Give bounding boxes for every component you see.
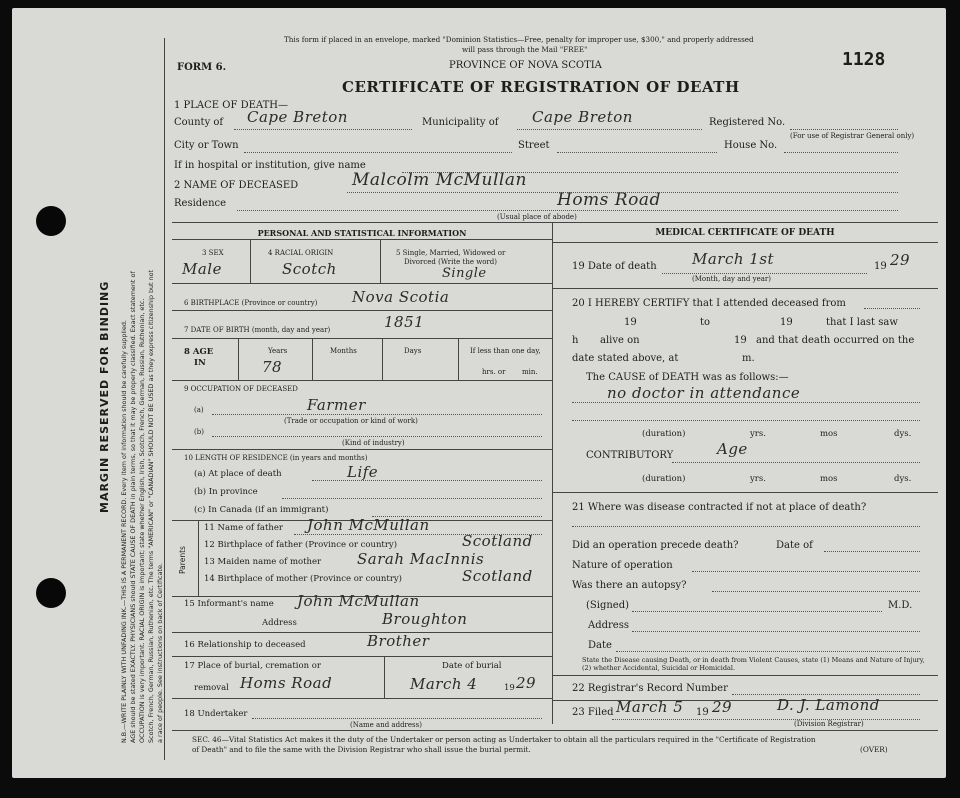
certificate-paper <box>12 8 946 778</box>
filed-label: 23 Filed <box>572 707 614 718</box>
mos-label: mos <box>820 429 838 439</box>
margin-instruction-line: N.B.—WRITE PLAINLY WITH UNFADING INK.—THIS IS A PERMANENT RECORD. Every item of information should be carefully supplied. <box>120 320 128 743</box>
contributory-label: CONTRIBUTORY <box>586 450 674 461</box>
residence-value: Homs Road <box>557 190 661 210</box>
mother-birthplace-value: Scotland <box>462 567 533 585</box>
death-year-prefix: 19 <box>874 261 887 272</box>
birthplace-value: Nova Scotia <box>352 288 450 306</box>
province-title: PROVINCE OF NOVA SCOTIA <box>449 60 602 71</box>
death-date-note: (Month, day and year) <box>692 275 771 283</box>
min-label: min. <box>522 368 538 376</box>
division-registrar-note: (Division Registrar) <box>794 720 864 728</box>
margin-instruction-line: Scotch, French, German, Russian, Ruthenian, etc. The terms "AMERICAN" or "CANADIAN" SHOULD NOT BE USED as they express citizenship but not <box>147 269 155 743</box>
date-stated-label: date stated above, at <box>572 353 679 364</box>
burial-label: 17 Place of burial, cremation or <box>184 661 321 671</box>
years-label: Years <box>268 347 288 355</box>
sex-value: Male <box>182 260 222 278</box>
birthplace-label: 6 BIRTHPLACE (Province or country) <box>184 299 318 307</box>
registered-label: Registered No. <box>709 117 786 128</box>
duration-label: (duration) <box>642 429 686 439</box>
operation-date-label: Date of <box>776 540 813 551</box>
parents-label: Parents <box>178 546 187 574</box>
city-label: City or Town <box>174 140 239 151</box>
burial-label-2: removal <box>194 683 229 693</box>
signed-label: (Signed) <box>586 600 630 611</box>
contracted-label: 21 Where was disease contracted if not at place of death? <box>572 502 867 513</box>
undertaker-note: (Name and address) <box>350 721 422 729</box>
footer-line-2: of Death" and to file the same with the Division Registrar who shall issue the burial permit. <box>192 745 531 754</box>
dob-value: 1851 <box>384 313 425 331</box>
binding-margin <box>12 8 170 778</box>
marital-value: Single <box>442 266 487 281</box>
marital-label: 5 Single, Married, Widowed or <box>396 249 506 257</box>
yrs-label: yrs. <box>750 429 766 439</box>
contributory-value: Age <box>717 440 748 458</box>
burial-value: Homs Road <box>240 674 333 692</box>
margin-instruction-line: OCCUPATION is very important. RACIAL ORIGIN is important; state whether English, Irish, Scotch, French, German, Russian, Ruthenian, etc. <box>138 298 146 743</box>
occupation-a-value: Farmer <box>307 396 366 414</box>
burial-year-prefix: 19 <box>504 683 515 693</box>
filed-value: March 5 <box>616 698 684 716</box>
hospital-label: If in hospital or institution, give name <box>174 160 366 171</box>
occupation-a-label: (a) <box>194 406 204 414</box>
relationship-value: Brother <box>367 632 430 650</box>
racial-label: 4 RACIAL ORIGIN <box>268 249 334 257</box>
burial-date-label: Date of burial <box>442 661 502 671</box>
punch-hole <box>36 578 66 608</box>
res-b-label: (b) In province <box>194 487 258 497</box>
attended-to: to <box>700 317 711 328</box>
last-saw-label: that I last saw <box>826 317 898 328</box>
county-value: Cape Breton <box>247 108 348 126</box>
over-label: (OVER) <box>860 745 888 754</box>
res-a-label: (a) At place of death <box>194 469 282 479</box>
dys-label-2: dys. <box>894 474 912 484</box>
occupation-b-label: (b) <box>194 428 204 436</box>
racial-value: Scotch <box>282 260 337 278</box>
registrar-signature: D. J. Lamond <box>777 696 880 714</box>
dob-label: 7 DATE OF BIRTH (month, day and year) <box>184 326 331 334</box>
form-number: FORM 6. <box>177 62 227 73</box>
yrs-label-2: yrs. <box>750 474 766 484</box>
residence-length-label: 10 LENGTH OF RESIDENCE (in years and months) <box>184 454 368 462</box>
days-label: Days <box>404 347 422 355</box>
death-date-label: 19 Date of death <box>572 261 657 272</box>
marital-label-2: Divorced (Write the word) <box>404 258 497 266</box>
residence-label: Residence <box>174 198 227 209</box>
operation-nature-label: Nature of operation <box>572 560 673 571</box>
mother-birthplace-label: 14 Birthplace of mother (Province or country) <box>204 574 402 584</box>
mother-label: 13 Maiden name of mother <box>204 557 322 567</box>
alive-year: 19 <box>734 335 747 346</box>
mos-label-2: mos <box>820 474 838 484</box>
mail-notice-2: will pass through the Mail "FREE" <box>462 45 588 54</box>
age-label: 8 AGE <box>184 347 214 357</box>
alive-on-label: alive on <box>600 335 640 346</box>
informant-value: John McMullan <box>297 592 420 610</box>
informant-label: 15 Informant's name <box>184 599 274 609</box>
municipality-value: Cape Breton <box>532 108 633 126</box>
filed-year-value: 29 <box>712 698 733 716</box>
municipality-label: Municipality of <box>422 117 499 128</box>
death-occurred-label: and that death occurred on the <box>756 335 915 346</box>
page-title: CERTIFICATE OF REGISTRATION OF DEATH <box>342 78 740 96</box>
street-label: Street <box>518 140 550 151</box>
informant-address-label: Address <box>262 618 297 628</box>
years-value: 78 <box>262 358 283 376</box>
county-label: County of <box>174 117 224 128</box>
personal-heading: PERSONAL AND STATISTICAL INFORMATION <box>257 228 467 238</box>
mail-notice: This form if placed in an envelope, marked "Dominion Statistics—Free, penalty for improper use, $300," and properly addressed <box>284 35 754 44</box>
duration-label-2: (duration) <box>642 474 686 484</box>
dys-label: dys. <box>894 429 912 439</box>
mother-value: Sarah MacInnis <box>357 550 485 568</box>
father-birthplace-label: 12 Birthplace of father (Province or country) <box>204 540 398 550</box>
medical-date-label: Date <box>588 640 612 651</box>
binding-divider <box>164 38 165 760</box>
place-heading: 1 PLACE OF DEATH— <box>174 100 288 111</box>
informant-address-value: Broughton <box>382 610 468 628</box>
autopsy-label: Was there an autopsy? <box>572 580 687 591</box>
residence-note: (Usual place of abode) <box>497 213 577 221</box>
months-label: Months <box>330 347 357 355</box>
father-birthplace-value: Scotland <box>462 532 533 550</box>
deceased-name-label: 2 NAME OF DECEASED <box>174 180 299 191</box>
margin-reserved-label: MARGIN RESERVED FOR BINDING <box>98 280 111 513</box>
date-stated-m: m. <box>742 353 755 364</box>
registrar-record-label: 22 Registrar's Record Number <box>572 683 728 694</box>
res-a-value: Life <box>347 463 379 481</box>
undertaker-label: 18 Undertaker <box>184 709 248 719</box>
attended-year-1: 19 <box>624 317 637 328</box>
medical-heading: MEDICAL CERTIFICATE OF DEATH <box>655 228 835 238</box>
occupation-label: 9 OCCUPATION OF DECEASED <box>184 385 298 393</box>
less-day-label: If less than one day, <box>470 347 541 355</box>
death-year-value: 29 <box>890 251 911 269</box>
occupation-a-note: (Trade or occupation or kind of work) <box>284 417 418 425</box>
cause-value: no doctor in attendance <box>607 384 801 402</box>
father-value: John McMullan <box>307 516 430 534</box>
hrs-label: hrs. or <box>482 368 506 376</box>
alive-h: h <box>572 335 579 346</box>
margin-instruction-line: a race of people. See instructions on back of Certificate. <box>156 563 164 743</box>
filed-year-prefix: 19 <box>696 707 709 718</box>
record-number: 1128 <box>842 49 886 70</box>
burial-date-value: March 4 <box>410 675 478 693</box>
cause-label: The CAUSE of DEATH was as follows:— <box>586 372 789 383</box>
sex-label: 3 SEX <box>202 249 224 257</box>
occupation-b-note: (Kind of industry) <box>342 439 405 447</box>
burial-year-value: 29 <box>516 674 537 692</box>
father-label: 11 Name of father <box>204 523 283 533</box>
age-label-2: IN <box>194 358 206 368</box>
punch-hole <box>36 206 66 236</box>
attended-year-2: 19 <box>780 317 793 328</box>
operation-label: Did an operation precede death? <box>572 540 739 551</box>
certify-label: 20 I HEREBY CERTIFY that I attended deceased from <box>572 298 846 309</box>
res-c-label: (c) In Canada (if an immigrant) <box>194 505 329 515</box>
medical-address-label: Address <box>588 620 629 631</box>
margin-instruction-line: AGE should be stated EXACTLY. PHYSICIANS should STATE CAUSE OF DEATH in plain terms, so that it may be properly classified. Exact statement of <box>129 271 137 743</box>
death-date-value: March 1st <box>692 250 775 268</box>
footer-line-1: SEC. 46—Vital Statistics Act makes it the duty of the Undertaker or person acting as Undertaker to obtain all the particulars required in the "Certificate of Registration <box>192 735 816 744</box>
medical-note: State the Disease causing Death, or in death from Violent Causes, state (1) Means and Nature of Injury, (2) whether Accidental, Suicidal or Homicidal. <box>582 656 925 672</box>
house-label: House No. <box>724 140 778 151</box>
deceased-name-value: Malcolm McMullan <box>352 170 527 190</box>
md-label: M.D. <box>888 600 913 611</box>
relationship-label: 16 Relationship to deceased <box>184 640 306 650</box>
registrar-note: (For use of Registrar General only) <box>790 132 915 140</box>
